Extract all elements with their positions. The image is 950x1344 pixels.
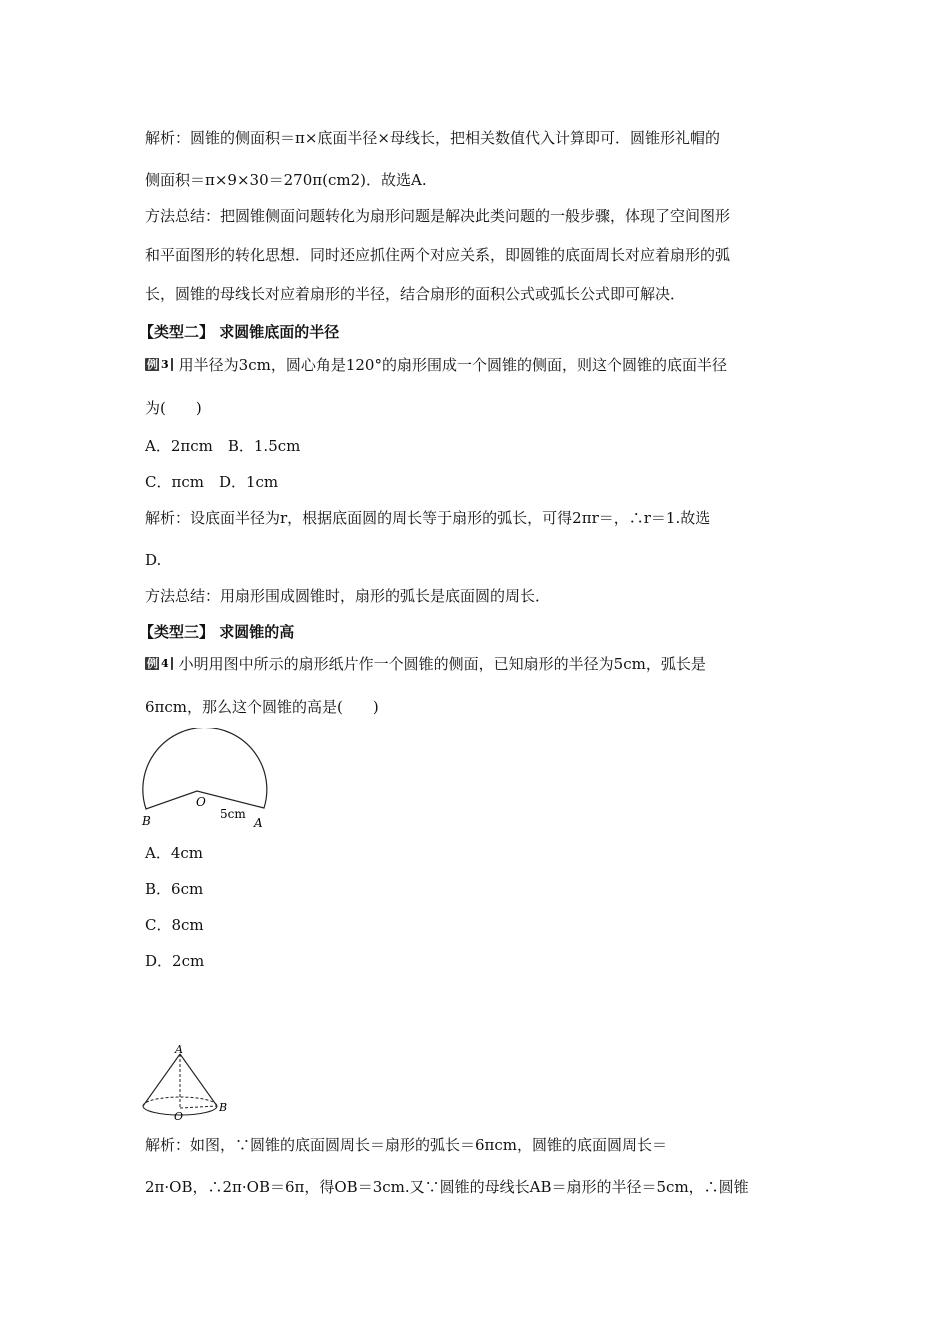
example-3-method-summary: 方法总结：用扇形围成圆锥时，扇形的弧长是底面圆的周长． (145, 587, 551, 605)
example-3-options-ab: A．2πcm B．1.5cm (145, 437, 301, 455)
example-4-text: 小明用图中所示的扇形纸片作一个圆锥的侧面，已知扇形的半径为5cm，弧长是 (178, 655, 706, 673)
cone-label-b: B (219, 1101, 228, 1114)
example-4-analysis-1: 解析：如图，∵圆锥的底面圆周长＝扇形的弧长＝6πcm，圆锥的底面圆周长＝ (145, 1136, 668, 1154)
sector-label-radius: 5cm (220, 807, 246, 821)
example-3-question-cont: 为( ) (145, 399, 202, 417)
method-summary-line-3: 长，圆锥的母线长对应着扇形的半径，结合扇形的面积公式或弧长公式即可解决． (145, 285, 686, 303)
example-3-analysis-2: D. (145, 551, 162, 569)
method-summary-line-1: 方法总结：把圆锥侧面问题转化为扇形问题是解决此类问题的一般步骤，体现了空间图形 (145, 207, 731, 225)
analysis-line-2: 侧面积＝π×9×30＝270π(cm2)．故选A. (145, 171, 427, 189)
example-4-question-cont: 6πcm，那么这个圆锥的高是( ) (145, 698, 379, 716)
cone-figure (138, 1044, 238, 1124)
type-three-heading: 【类型三】 求圆锥的高 (139, 623, 295, 641)
cone-label-a: A (175, 1044, 183, 1056)
example-4-option-c: C．8cm (145, 916, 204, 934)
example-4-badge: 例 4 (145, 657, 173, 670)
example-4-option-a: A．4cm (145, 844, 204, 862)
sector-figure (140, 728, 280, 828)
analysis-line-1: 解析：圆锥的侧面积＝π×底面半径×母线长，把相关数值代入计算即可．圆锥形礼帽的 (145, 129, 720, 147)
method-summary-line-2: 和平面图形的转化思想．同时还应抓住两个对应关系，即圆锥的底面周长对应着扇形的弧 (145, 246, 731, 264)
example-4-option-b: B．6cm (145, 880, 204, 898)
sector-label-a: A (254, 816, 263, 828)
example-3-text: 用半径为3cm，圆心角是120°的扇形围成一个圆锥的侧面，则这个圆锥的底面半径 (178, 356, 727, 374)
example-4-option-d: D．2cm (145, 952, 205, 970)
example-3-analysis-1: 解析：设底面半径为r，根据底面圆的周长等于扇形的弧长，可得2πr＝，∴r＝1.故选 (145, 509, 711, 527)
sector-label-b: B (142, 814, 151, 828)
sector-label-o: O (196, 795, 206, 809)
example-4-question (145, 654, 706, 674)
example-3-question (145, 355, 727, 375)
cone-label-o: O (174, 1110, 184, 1123)
type-two-heading: 【类型二】 求圆锥底面的半径 (139, 323, 340, 341)
example-3-badge: 例 3 (145, 358, 173, 371)
example-4-analysis-2: 2π·OB，∴2π·OB＝6π，得OB＝3cm.又∵圆锥的母线长AB＝扇形的半径＝5cm，∴圆锥 (145, 1178, 749, 1196)
example-3-options-cd: C．πcm D．1cm (145, 473, 279, 491)
